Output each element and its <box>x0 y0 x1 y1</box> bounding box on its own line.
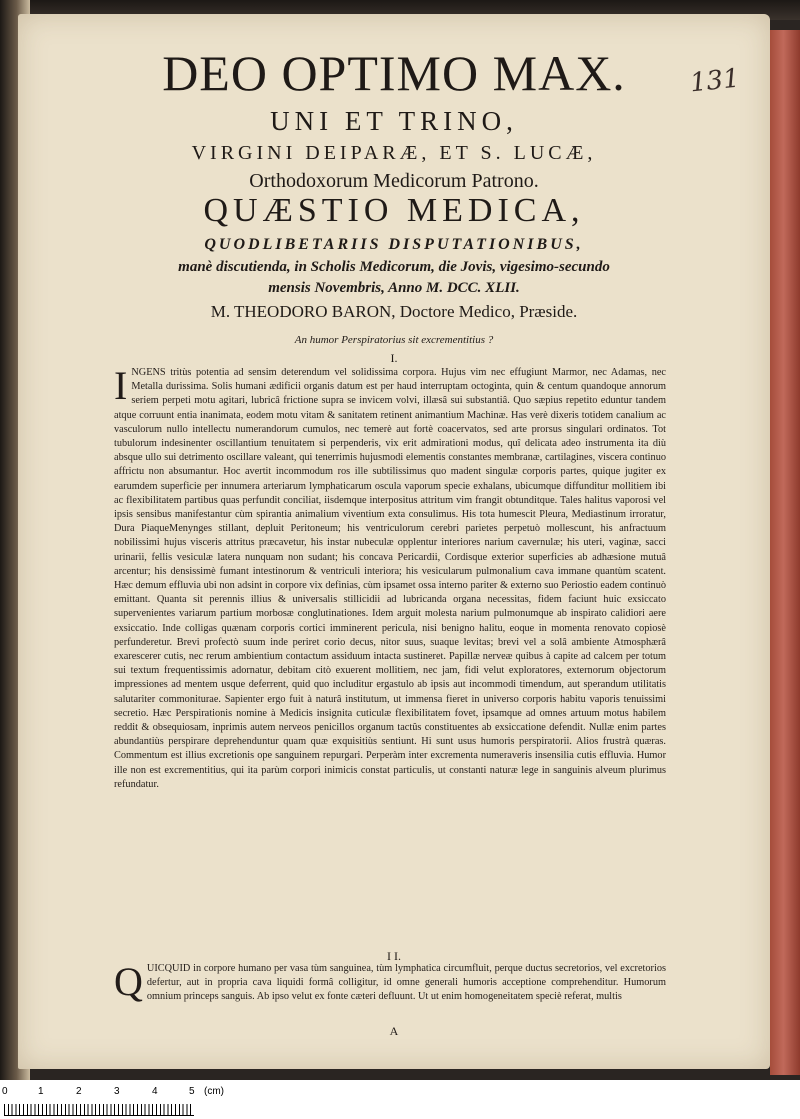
signature-mark: A <box>389 1024 399 1038</box>
scale-ruler <box>0 1080 800 1119</box>
dedication-title: DEO OPTIMO MAX. <box>162 45 626 101</box>
drop-cap-1: I <box>114 366 128 408</box>
section-1-body: NGENS tritùs potentia ad sensim deterendum vel solidissima corpora. Hujus vim nec effugiunt Marmor, nec Adamas, nec Metalla durissima. Solis humani ædificii organis datum est per haud interruptam octoginta, quin & centum quandoque annorum seriem perpeti motu agitari, lubricâ frictione supra se invicem volvi, illæsâ sui substantiâ. Quo sæpius repetito eduntur tandem atque corruunt entia inanimata, eodem motu vitam & sanitatem retinent animantium Machinæ. Has verè dixeris totidem canalium ac vasculorum nullo intellectu numerandorum cumulos, nec temerè aut fortè coacervatos, sed arte prorsus singulari ordinatos. Tot tubulorum indesinenter oscillantium tenuitatem si perpenderis, vix erit admirationi modus, quî delicata adeo instrumenta ita diù absque ullo sui detrimento oscillare valeant, qui tenerrimis hujusmodi elementis constantes membranæ, cartilagines, viscera continuo affrictu non absumantur. Hoc avertit incommodum ros ille subtilissimus quo madent singulæ corporis partes, quique jugiter ex earumdem superficie per innumera arteriarum lymphaticarum oscula vaporum specie exhalans, ubicumque diffunditur mollitiem ibi ac flexibilitatem partibus quas perfundit conciliat, iisdemque interpositus attritum vim frangit obtunditque. Tales halitus vaporosi vel ipsis sensibus manifestantur cùm spirantia animalium viventium exta consulimus. His tota humescit Pleura, Mediastinum irroratur, Dura PiaqueMenynges stillant, depluit Peritoneum; his ventriculorum cerebri parietes perpetuò mollescunt, his anfractuum nobilissimi hujus visceris attritus præcavetur, his instar nubeculæ opplentur interiores narium cavernulæ; his uteri, vaginæ, sacci urinarii, fellis vesiculæ latera nunquam non sudant; his concava Pericardii, Cordisque exterior superficies ab adhæsione mutuâ arcentur; his densissimè fumant intestinorum & ventriculi interiora; his vesicularum pulmonalium cava immane quantùm scatent. Hæc demum effluvia ubi non adsint in corpore vix definias, cùm ipsamet ossa interno pariter & externo suo Periostio eadem continuò emittant. Quanta sit perennis illius & universalis stillicidii ad lubricanda organa necessitas, fidem faciunt huic exsiccato supervenientes variarum partium morbosæ conglutinationes. Idem arguit molesta narium pulmonumque ab inspirato calidiori aere exsiccatio. Inde colligas quænam corporis cortici imminerent pericula, nisi benigno halitu, eoque in momenta renovato copiosè perfunderetur. Brevi profectò suum inde periret corio decus, nitor suus, suaque levitas; brevi vel a solâ ambiente Atmosphærâ exarescerer cutis, nec rerum ambientium contactum assiduum intacta sustineret. Papillæ nerveæ quibus à capite ad calcem per totum sui textum frequentissimis adornatur, debitam citò exuerent mollitiem, nec jam, fidi velut exploratores, externorum objectorum impressiones ad mentem usque deferrent, quid quo includitur ergastulo ab ipsis aut incommodi timendum, aut sperandum utilitatis salutariter commoniturae. Sapienter ergo fuit à naturâ institutum, ut immensa fieret in universo corporis habitu vaporis tenuissimi secretio. Hæc Perspirationis nomine à Medicis insignita cuticulæ flexibilitatem fovet, ipsamque ad omnes artuum motus habilem reddit & obsequiosam, inprimis autem nerveos penicillos organum tactûs constituentes ab exsiccatione defendit. Nullæ enim partes abundantiùs perspirare deprehenduntur quam quæ exquisitiùs sentiunt. Hi sunt usus humoris perspiratorii. Alios frustrà quæras. Commentum est illius excretionis ope sanguinem repurgari. Perperàm inter excrementa numeraveris insensilia cutis effluvia. Humor ille non est excrementitius, qui ita parùm corpori inimicis constat particulis, ut constanti naturæ lege in sanguinis alveum plurimus refundatur. <box>114 367 666 790</box>
ruler-unit: (cm) <box>204 1086 224 1097</box>
section-2-body: UICQUID in corpore humano per vasa tùm sanguinea, tùm lymphatica circumfluit, perque ductus secretorios, vel excretorios defertur, aut in propria cava liquidi formâ colligitur, id omne generali humoris acceptione comprehenditur. Humorum omnium princeps sanguis. Ab ipso velut ex fonte cæteri defluunt. Ut ut enim homogeneitatem speciè referat, multis <box>146 963 666 1003</box>
section-numeral-2: I I. <box>387 949 401 963</box>
thesis-question: An humor Perspiratorius sit excrementitius ? <box>294 334 494 346</box>
ruler-baseline <box>4 1115 194 1116</box>
section-numeral-1: I. <box>390 351 398 365</box>
section-1-text <box>114 366 666 944</box>
book-page <box>18 14 770 1069</box>
thesis-title: QUÆSTIO MEDICA, <box>203 192 585 229</box>
book-page-edges <box>770 30 800 1075</box>
ruler-mark-5: 5 <box>189 1086 195 1097</box>
disputation-date: mensis Novembris, Anno M. DCC. XLII. <box>268 280 520 296</box>
folio-number: 131 <box>688 63 742 99</box>
ruler-mark-0: 0 <box>2 1086 8 1097</box>
dedication-line-2: UNI ET TRINO, <box>270 106 518 136</box>
disputation-details: manè discutienda, in Scholis Medicorum, die Jovis, vigesimo-secundo <box>178 259 610 275</box>
dedication-line-3: VIRGINI DEIPARÆ, ET S. LUCÆ, <box>191 142 597 164</box>
dedication-line-4: Orthodoxorum Medicorum Patrono. <box>249 170 539 192</box>
ruler-mark-4: 4 <box>152 1086 158 1097</box>
ruler-mark-3: 3 <box>114 1086 120 1097</box>
thesis-subtitle: QUODLIBETARIIS DISPUTATIONIBUS, <box>204 236 584 253</box>
ruler-mark-2: 2 <box>76 1086 82 1097</box>
drop-cap-2: Q <box>114 962 143 1004</box>
praeses-name: M. THEODORO BARON, Doctore Medico, Præside. <box>210 302 578 321</box>
section-2-text <box>114 962 666 1024</box>
ruler-mark-1: 1 <box>38 1086 44 1097</box>
